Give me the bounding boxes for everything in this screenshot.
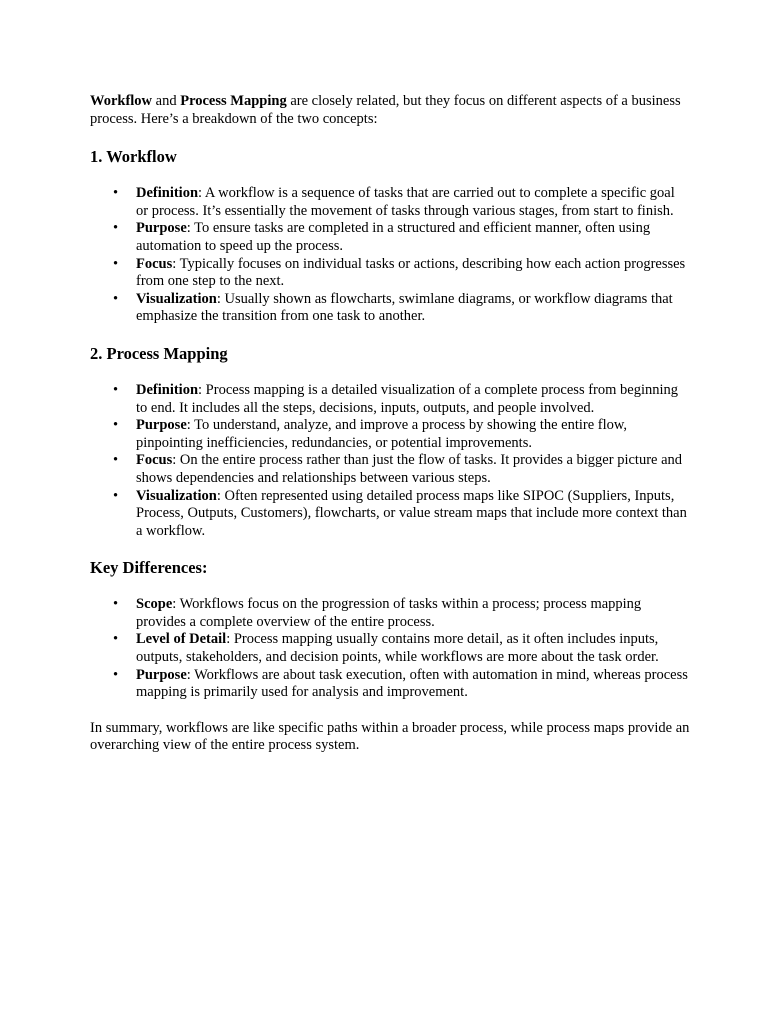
- list-item: [90, 185, 690, 220]
- list-item: [90, 382, 690, 417]
- bullet-icon: •: [113, 417, 119, 434]
- bullet-icon: •: [113, 381, 119, 398]
- bullet-icon: •: [113, 487, 119, 504]
- item-term: Purpose: [136, 417, 187, 434]
- list-item: [90, 596, 690, 631]
- process-mapping-list: [90, 382, 690, 540]
- item-term: Definition: [136, 381, 199, 398]
- workflow-list: [90, 185, 690, 326]
- item-term: Purpose: [136, 220, 187, 237]
- item-text: : Process mapping is a detailed visualization of a complete process from beginning to end. It includes all the steps, decisions, inputs, outputs, and people involved.: [136, 381, 679, 416]
- item-text: : Workflows are about task execution, often with automation in mind, whereas process mapping is primarily used for analysis and improvement.: [136, 666, 688, 701]
- item-text: : To ensure tasks are completed in a structured and efficient manner, often using automation to speed up the process.: [136, 220, 651, 254]
- intro-term-process-mapping: Process Mapping: [180, 93, 287, 109]
- item-term: Focus: [136, 452, 173, 469]
- item-term: Purpose: [136, 666, 187, 683]
- item-term: Definition: [136, 185, 199, 202]
- key-differences-list: [90, 596, 690, 702]
- item-term: Focus: [136, 255, 173, 272]
- intro-rest: are closely related, but they focus on different aspects of a business process. Here’s a breakdown of the two concepts:: [90, 93, 681, 127]
- bullet-icon: •: [113, 290, 119, 307]
- section-heading-process-mapping: 2. Process Mapping: [90, 343, 228, 363]
- section-heading-workflow: 1. Workflow: [90, 147, 177, 167]
- document-page: [90, 93, 690, 755]
- intro-paragraph: [90, 93, 690, 128]
- item-text: : On the entire process rather than just the flow of tasks. It provides a bigger picture and shows dependencies and relationships between various steps.: [136, 452, 683, 486]
- item-text: : A workflow is a sequence of tasks that are carried out to complete a specific goal or process. It’s essentially the movement of tasks through various stages, from start to finish.: [136, 185, 675, 219]
- item-term: Scope: [136, 596, 173, 613]
- bullet-icon: •: [113, 666, 119, 683]
- section-heading-key-differences: Key Differences:: [90, 558, 208, 578]
- bullet-icon: •: [113, 255, 119, 272]
- intro-term-workflow: Workflow: [90, 93, 153, 109]
- bullet-icon: •: [113, 631, 119, 648]
- item-text: : To understand, analyze, and improve a process by showing the entire flow, pinpointing inefficiencies, redundancies, or potential improvements.: [136, 417, 628, 451]
- item-text: : Process mapping usually contains more detail, as it often includes inputs, outputs, stakeholders, and decision points, while workflows are more about the task order.: [136, 631, 659, 666]
- list-item: [90, 667, 690, 702]
- summary-paragraph: In summary, workflows are like specific paths within a broader process, while process maps provide an overarching view of the entire process system.: [90, 719, 690, 754]
- list-item: [90, 291, 690, 326]
- bullet-icon: •: [113, 452, 119, 469]
- list-item: [90, 256, 690, 291]
- bullet-icon: •: [113, 596, 119, 613]
- list-item: [90, 220, 690, 255]
- item-term: Visualization: [136, 290, 217, 307]
- item-text: : Often represented using detailed process maps like SIPOC (Suppliers, Inputs, Process, Outputs, Customers), flowcharts, or value stream maps that include more context than a workflow.: [136, 487, 687, 539]
- list-item: [90, 631, 690, 666]
- list-item: [90, 488, 690, 541]
- item-term: Level of Detail: [136, 631, 227, 648]
- item-text: : Workflows focus on the progression of tasks within a process; process mapping provides a complete overview of the entire process.: [136, 596, 642, 630]
- list-item: [90, 452, 690, 487]
- bullet-icon: •: [113, 220, 119, 237]
- intro-and: and: [152, 93, 181, 109]
- item-text: : Typically focuses on individual tasks or actions, describing how each action progresses from one step to the next.: [136, 255, 686, 290]
- list-item: [90, 417, 690, 452]
- bullet-icon: •: [113, 185, 119, 202]
- item-term: Visualization: [136, 487, 217, 504]
- item-text: : Usually shown as flowcharts, swimlane diagrams, or workflow diagrams that emphasize the transition from one task to another.: [136, 290, 673, 325]
